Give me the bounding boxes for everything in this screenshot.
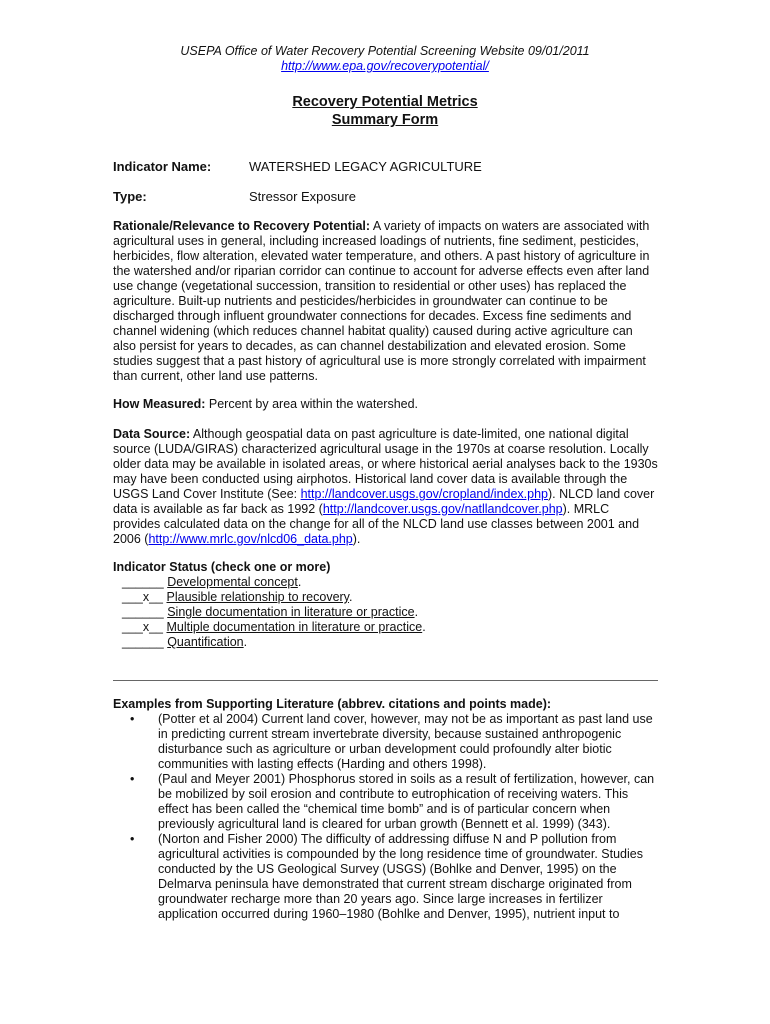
data-source-label: Data Source: [113, 427, 191, 441]
form-title: Recovery Potential Metrics [292, 94, 478, 110]
natllandcover-link[interactable]: http://landcover.usgs.gov/natllandcover.php [322, 502, 563, 516]
status-item [122, 575, 426, 590]
status-option-end: . [414, 605, 419, 619]
status-checkmark: ______ [122, 575, 164, 589]
status-option-end: . [422, 620, 426, 634]
status-option-end: . [349, 590, 353, 604]
section-divider [113, 680, 658, 681]
status-checkmark: ______ [122, 605, 164, 619]
status-option-label: Single documentation in literature or practice [167, 605, 415, 619]
status-item [122, 635, 426, 650]
status-option-label: Plausible relationship to recovery [166, 590, 350, 604]
data-source-text-3: ). MRLC provides calculated data on the change for all of the NLCD land use classes between 2001 and 2006 ( [113, 502, 640, 546]
status-option-label: Multiple documentation in literature or practice [166, 620, 423, 634]
data-source-paragraph [113, 427, 658, 547]
indicator-name-label: Indicator Name: [113, 159, 212, 174]
status-item [122, 590, 426, 605]
cropland-link[interactable]: http://landcover.usgs.gov/cropland/index.php [300, 487, 548, 501]
status-item [122, 620, 426, 635]
page-header-title: USEPA Office of Water Recovery Potential Screening Website 09/01/2011 [180, 44, 590, 58]
status-checkmark: ______ [122, 635, 164, 649]
status-option-end: . [243, 635, 248, 649]
how-measured-label: How Measured: [113, 397, 206, 411]
indicator-status-list [122, 575, 426, 650]
status-checkmark: ___x__ [122, 590, 164, 604]
indicator-name-value: WATERSHED LEGACY AGRICULTURE [249, 159, 482, 174]
form-subtitle: Summary Form [331, 112, 439, 128]
data-source-text-2: ). NLCD land cover data is available as far back as 1992 ( [113, 487, 655, 516]
data-source-text-4: ). [352, 532, 361, 546]
page-header-url-line [0, 59, 770, 73]
list-item [130, 832, 658, 922]
type-label: Type: [113, 189, 147, 204]
bullet-icon: • [130, 712, 135, 726]
example-text: (Norton and Fisher 2000) The difficulty of addressing diffuse N and P pollution from agricultural activities is compounded by the long residence time of groundwater. Studies conducted by the US Geological Survey (USGS) (Bohlke and Denver, 1995) on the Delmarva peninsula have demonstrated that current stream discharge originated from groundwater recharge more than 20 years ago. Since large increases in fertilizer application occurred during 1960–1980 (Bohlke and Denver, 1995), nutrient input to [158, 832, 643, 921]
status-item [122, 605, 426, 620]
rationale-paragraph [113, 219, 658, 384]
data-source-text-1: Although geospatial data on past agriculture is date-limited, one national digital source (LUDA/GIRAS) characterized agricultural usage in the 1970s at coarse resolution. Locally older data may be available in isolated areas, or where historical aerial analyses back to the 1930s may have been conducted using airphotos. Historical land cover data is available through the USGS Land Cover Institute (See: [113, 427, 658, 501]
status-option-end: . [297, 575, 302, 589]
status-option-label: Developmental concept [167, 575, 298, 589]
header-url-link[interactable]: http://www.epa.gov/recoverypotential/ [281, 59, 489, 73]
examples-heading: Examples from Supporting Literature (abbrev. citations and points made): [113, 697, 552, 711]
mrlc-link[interactable]: http://www.mrlc.gov/nlcd06_data.php [148, 532, 353, 546]
bullet-icon: • [130, 772, 135, 786]
example-text: (Potter et al 2004) Current land cover, however, may not be as important as past land use in predicting current stream invertebrate diversity, because sustained anthropogenic disturbance such as agriculture or urban development could profoundly alter biotic communities with lasting effects (Harding and others 1998). [158, 712, 653, 771]
status-checkmark: ___x__ [122, 620, 164, 634]
rationale-text: A variety of impacts on waters are associated with agricultural uses in general, including increased loadings of nutrients, fine sediment, pesticides, herbicides, flow alteration, elevated water temperature, and others. A past history of agriculture in the watershed and/or riparian corridor can continue to account for adverse effects even after land use change (vegetational succession, transition to residential or other uses) has replaced the agriculture. Built-up nutrients and pesticides/herbicides in groundwater can continue to be discharged through influent groundwater connections for decades. Excess fine sediments and channel widening (which reduces channel habitat quality) caused during active agriculture can also persist for years to decades, as can channel destabilization and elevated erosion. Some studies suggest that a past history of agricultural use is more strongly correlated with impairment than current, other land use patterns. [113, 219, 650, 383]
example-text: (Paul and Meyer 2001) Phosphorus stored in soils as a result of fertilization, however, can be mobilized by soil erosion and contribute to eutrophication of receiving waters. This effect has been called the “chemical time bomb” and is of particular concern when previously agricultural land is cleared for urban growth (Bennett et al. 1999) (343). [158, 772, 655, 831]
list-item [130, 772, 658, 832]
how-measured-paragraph [113, 397, 658, 412]
indicator-name-row [113, 159, 482, 174]
type-value: Stressor Exposure [249, 189, 356, 204]
list-item [130, 712, 658, 772]
rationale-label: Rationale/Relevance to Recovery Potential: [113, 219, 371, 233]
type-row [113, 189, 356, 204]
how-measured-text: Percent by area within the watershed. [208, 397, 419, 411]
bullet-icon: • [130, 832, 135, 846]
examples-list [130, 712, 658, 922]
status-option-label: Quantification [167, 635, 244, 649]
indicator-status-heading: Indicator Status (check one or more) [113, 560, 331, 574]
